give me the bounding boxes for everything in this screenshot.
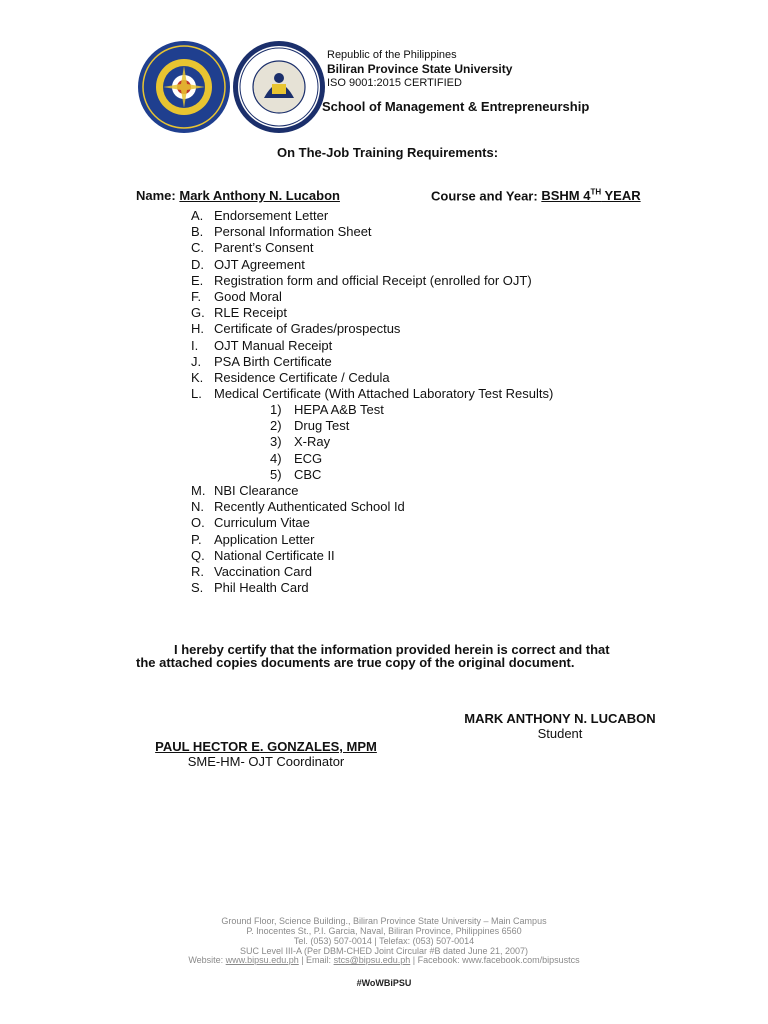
footer-contacts: Website: www.bipsu.edu.ph | Email: stcs@bipsu.edu.ph | Facebook: www.facebook.com/bipsustcs xyxy=(188,955,580,965)
item-letter: J. xyxy=(191,353,202,369)
document-title: On The-Job Training Requirements: xyxy=(277,145,499,160)
item-text: Residence Certificate / Cedula xyxy=(214,370,390,385)
list-item xyxy=(191,338,332,354)
item-text: OJT Manual Receipt xyxy=(214,337,333,353)
list-item xyxy=(191,548,335,564)
item-letter: K. xyxy=(191,370,204,385)
item-text: National Certificate II xyxy=(214,547,335,563)
list-item xyxy=(191,257,305,273)
school-seal-logo xyxy=(232,40,326,134)
item-letter: B. xyxy=(191,224,204,240)
footer-hashtag: #WoWBiPSU xyxy=(356,978,412,988)
list-item xyxy=(191,240,314,256)
item-number: 2) xyxy=(270,418,282,434)
item-text: Registration form and official Receipt (enrolled for OJT) xyxy=(214,272,532,288)
coordinator-signatory-role: SME-HM- OJT Coordinator xyxy=(187,754,345,769)
list-item xyxy=(191,370,390,386)
iso-certification: ISO 9001:2015 CERTIFIED xyxy=(327,77,462,89)
student-signatory xyxy=(440,711,680,741)
item-text: HEPA A&B Test xyxy=(294,402,384,417)
list-item xyxy=(270,467,321,483)
coordinator-signatory-name: PAUL HECTOR E. GONZALES, MPM xyxy=(155,739,377,754)
item-letter: G. xyxy=(191,305,205,321)
item-text: Phil Health Card xyxy=(214,580,309,596)
item-text: Personal Information Sheet xyxy=(214,224,372,240)
certification-line-2: the attached copies documents are true copy of the original document. xyxy=(136,655,575,670)
list-item xyxy=(191,224,372,240)
item-text: Certificate of Grades/prospectus xyxy=(214,321,401,337)
list-item xyxy=(270,434,330,450)
certification-line-1: I hereby certify that the information provided herein is correct and that xyxy=(174,642,610,657)
list-item xyxy=(191,515,310,531)
item-text: X-Ray xyxy=(294,434,331,450)
website-link[interactable]: www.bipsu.edu.ph xyxy=(225,955,299,965)
item-letter: R. xyxy=(191,564,204,579)
item-letter: P. xyxy=(191,531,202,547)
item-text: OJT Agreement xyxy=(214,256,305,272)
item-letter: Q. xyxy=(191,547,205,563)
item-number: 1) xyxy=(270,402,282,417)
item-letter: A. xyxy=(191,208,204,223)
facebook-text: | Facebook: www.facebook.com/bipsustcs xyxy=(410,955,580,965)
item-text: Curriculum Vitae xyxy=(214,515,310,531)
item-text: Endorsement Letter xyxy=(214,208,329,223)
item-text: Recently Authenticated School Id xyxy=(214,499,405,515)
list-item xyxy=(191,386,553,402)
item-letter: E. xyxy=(191,272,204,288)
list-item xyxy=(191,580,309,596)
list-item xyxy=(191,483,299,499)
item-text: NBI Clearance xyxy=(214,483,299,498)
item-letter: H. xyxy=(191,321,204,337)
item-letter: C. xyxy=(191,240,204,256)
item-letter: L. xyxy=(191,386,202,402)
footer-address-2: P. Inocentes St., P.I. Garcia, Naval, Biliran Province, Philippines 6560 xyxy=(246,926,522,936)
course-row xyxy=(431,188,641,203)
item-letter: N. xyxy=(191,499,204,515)
name-row xyxy=(136,188,340,203)
coordinator-signatory xyxy=(136,739,396,769)
item-letter: S. xyxy=(191,580,204,596)
school-name: School of Management & Entrepreneurship xyxy=(322,99,590,114)
list-item xyxy=(191,499,405,515)
item-number: 4) xyxy=(270,450,282,466)
item-text: Drug Test xyxy=(294,418,350,434)
item-letter: M. xyxy=(191,483,206,498)
university-name: Biliran Province State University xyxy=(327,62,513,76)
list-item xyxy=(191,321,400,337)
item-text: CBC xyxy=(294,466,322,482)
item-text: Application Letter xyxy=(214,531,315,547)
item-text: PSA Birth Certificate xyxy=(214,353,332,369)
list-item xyxy=(191,564,312,580)
student-name-value: Mark Anthony N. Lucabon xyxy=(179,188,340,203)
student-signatory-role: Student xyxy=(537,726,583,741)
list-item xyxy=(270,402,384,418)
item-letter: D. xyxy=(191,256,204,272)
list-item xyxy=(191,273,532,289)
name-label: Name: xyxy=(136,188,176,203)
item-letter: I. xyxy=(191,337,199,353)
item-text: ECG xyxy=(294,450,323,466)
email-link[interactable]: stcs@bipsu.edu.ph xyxy=(333,955,411,965)
course-label: Course and Year: xyxy=(431,188,538,204)
item-text: Good Moral xyxy=(214,289,282,304)
item-number: 3) xyxy=(270,434,282,450)
course-value: BSHM 4TH YEAR xyxy=(541,188,641,204)
university-seal-logo xyxy=(137,40,231,134)
item-letter: O. xyxy=(191,515,205,531)
item-text: RLE Receipt xyxy=(214,305,287,321)
list-item xyxy=(191,289,282,305)
item-letter: F. xyxy=(191,289,202,304)
footer-phone: Tel. (053) 507-0014 | Telefax: (053) 507-0014 xyxy=(293,936,475,946)
footer-suc-level: SUC Level III-A (Per DBM-CHED Joint Circular #B dated June 21, 2007) xyxy=(239,946,529,956)
footer-address-1: Ground Floor, Science Building., Biliran Province State University – Main Campus xyxy=(221,916,547,926)
item-text: Vaccination Card xyxy=(214,564,313,579)
item-text: Medical Certificate (With Attached Laboratory Test Results) xyxy=(214,386,554,402)
list-item xyxy=(270,451,322,467)
republic-line: Republic of the Philippines xyxy=(327,49,457,61)
list-item xyxy=(191,532,314,548)
student-signatory-name: MARK ANTHONY N. LUCABON xyxy=(464,711,656,726)
item-text: Parent’s Consent xyxy=(214,240,314,256)
item-number: 5) xyxy=(270,466,282,482)
list-item xyxy=(191,208,328,224)
list-item xyxy=(191,354,332,370)
list-item xyxy=(191,305,287,321)
list-item xyxy=(270,418,349,434)
